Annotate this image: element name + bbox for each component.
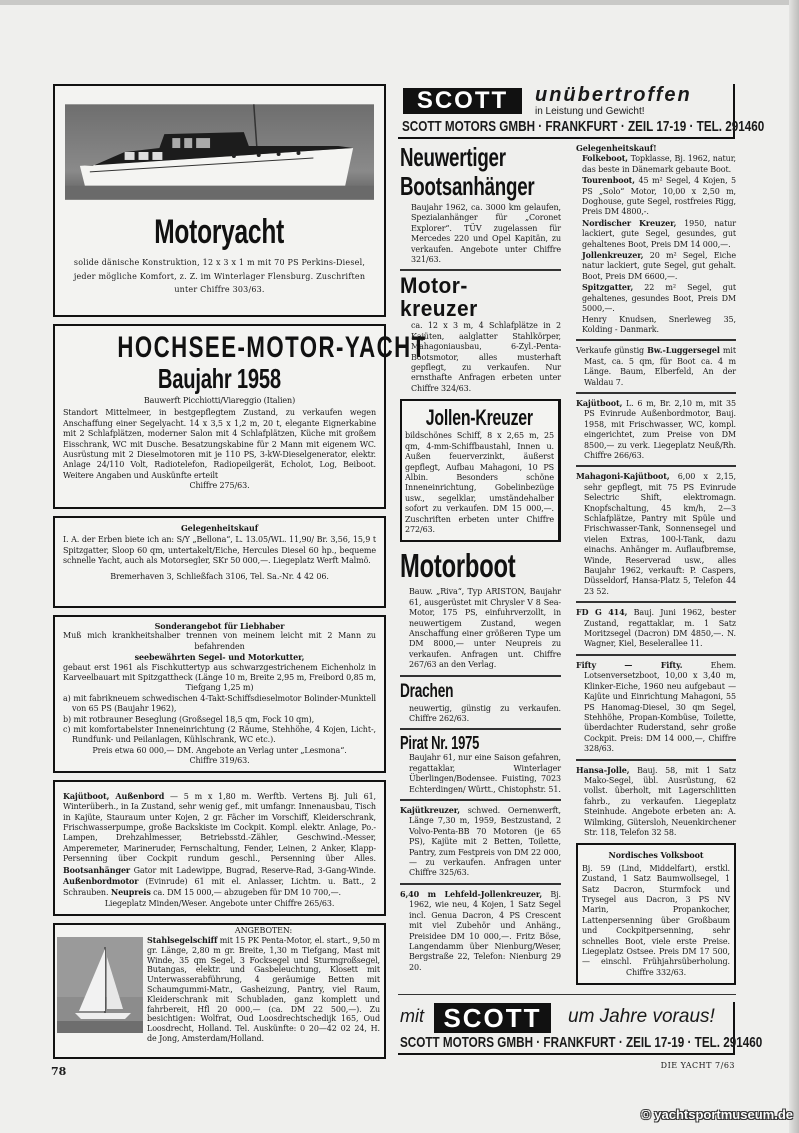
hochsee-builder: Bauwerft Picchiotti/Viareggio (Italien): [143, 396, 296, 405]
motoryacht-body: solide dänische Konstruktion, 12 x 3 x 1 m mit 70 PS Perkins-Diesel, jeder mögliche Komfort, z. Z. im Winterlager Flensburg. Zuschriften unter Chiffre 303/63.: [73, 258, 366, 295]
gelegenheitskauf-dk-title: Gelegenheitskauf!: [576, 143, 657, 153]
ad-kajuetkreuzer: [400, 805, 561, 879]
bootsanhaenger-lead: Bootsanhänger: [63, 864, 131, 875]
divider: [400, 269, 561, 271]
item-text: Topklasse, Bj. 1962, natur, das beste in Dänemark gebaute Boot.: [582, 154, 736, 174]
sonderangebot-bold-line: seebewährten Segel- und Motorkutter,: [134, 652, 305, 663]
scott-tagline: in Leistung und Gewicht!: [535, 106, 645, 117]
neupreis-lead: Neupreis: [110, 887, 151, 898]
neupreis-text: ca. DM 15 000,— abzugeben für DM 10 700,—.: [150, 888, 341, 898]
fdg-body: Bauj. Juni 1962, bester Zustand, regattaklar, m. 1 Satz Moritzsegel (Dacron) DM 4850,—. N. Wagner, Kiel, Beselerallee 11.: [584, 608, 736, 649]
scott-ad-top: [398, 84, 765, 139]
ad-hochsee-motor-yacht: [53, 324, 427, 509]
volksboot-body: Bj. 59 (Lind, Middelfart), erstkl. Zustand, 1 Satz Baumwollsegel, 1 Satz Dacron, Sturmfock und Trysegel aus Dacron, 3 PS NV Marin, Propankocher, Lattenpersenning über Großbaum und Cockpitpersenning, sehr schnelles Boot, viele erste Preise. Liegeplatz Ostsee. Preis DM 17 500,— einschl. Frühjahrsüberholung. Chiffre 332/63.: [582, 863, 730, 977]
hochsee-chiffre: Chiffre 275/63.: [189, 481, 250, 491]
ad-motoryacht: [53, 84, 386, 317]
item-text: 45 m² Segel, 4 Kojen, 5 PS „Solo“ Motor, 10,00 x 2,50 m, Doghouse, gute Segel, rostfreies Rigg, Preis DM 4800,-.: [582, 176, 736, 217]
divider: [576, 465, 736, 467]
scott-ad-bottom: [398, 1002, 763, 1055]
divider: [400, 728, 561, 730]
ad-drachen: [400, 681, 561, 725]
stahlsegelschiff-body: mit 15 PK Penta-Motor, el. start., 9,50 m gr. Länge, 2,80 m gr. Breite, 1,30 m Tiefgang, Mast mit Winde, 35 qm Segel, 3 Focksegel und Sturmgroßsegel, Butangas, elektr. und Gasbeleuchtung, Klosett mit Unterwasserabführung, 4 geräumige Betten mit Schaumgummi-Matr., Gasheizung, Pantry, viel Raum, Kleiderschrank mit Schubladen, ganz komplett und fahrbereit, Hfl 20 000,— (ca. DM 22 500,—). Zu besichtigen: Wolfrat, Oud Loosdrechtschedijk 165, Oud Loosdrecht, Holland. Tel. Auskünfte: 0 20—42 02 24, H. de Jong, Amsterdam/Holland.: [147, 935, 380, 1043]
fdg-lead: FD G 414,: [576, 607, 628, 618]
fifty-lead: Fifty — Fifty.: [576, 659, 683, 670]
sonderangebot-item-a: a) mit fabrikneuem schwedischen 4-Takt-Schiffsdieselmotor Bolinder-Munktell von 65 PS (Baujahr 1962),: [63, 693, 376, 714]
motorkreuzer-body: ca. 12 x 3 m, 4 Schlafplätze in 2 Kajüten, aalglatter Stahlkörper, Mahagoniausbau, 6-Zyl.-Penta-Bootsmotor, alles musterhaft gepflegt, zu verkaufen. Nur ernsthafte Anfragen erbeten unter Chiffre 324/63.: [411, 321, 561, 393]
item-lead: Tourenboot,: [582, 175, 635, 186]
watermark: © yachtsportmuseum.de: [641, 1107, 793, 1122]
kajuetboot-text: — 5 m x 1,80 m. Werftb. Vertens Bj. Juli 61, Winterüberh., in Ia Zustand, sehr wenig gef., mit umfangr. Innenausbau, Tisch in Kajüte, Stauraum unter Kojen, 2 gr. Fächer im Vorschiff, Kleiderschrank, Frischwasserpumpe, große Backskiste im Cockpit. Kompl. elektr. Anlage, Po.-Lampen, Drehzahlmesser, Betriebsstd.-Zähler, Geschwind.-Messer, Amperemeter, Marineruder, Fernschaltung, Fender, Leinen, 2 Anker, Klapp-Persenning über Cockpit rundum geschl., Persenning über Alles.: [63, 791, 376, 864]
bootsanhaenger-title-1: Neuwertiger: [400, 142, 506, 172]
bellona-title: Gelegenheitskauf: [180, 523, 259, 533]
divider: [576, 601, 736, 603]
ad-fd-g-414: [576, 607, 736, 650]
sonderangebot-price: Preis etwa 60 000,— DM. Angebote an Verlag unter „Lesmona“.: [92, 745, 347, 755]
bootsanhaenger-title-2: Bootsanhänger: [400, 171, 535, 201]
pirat-title: Pirat Nr. 1975: [400, 733, 480, 754]
stahlsegelschiff-title: ANGEBOTEN:: [234, 926, 293, 936]
bellona-body: I. A. der Erben biete ich an: S/Y „Bellona“, L. 13.05/WL. 11,90/ Br. 3,56, 15,9 t Spitzgatter, Sloop 60 qm, untertakelt/Eiche, Hercules Diesel 60 hp., bequeme schnelle Yacht, auch als Motorsegler, SKr 50 000,—. Liegeplatz Werft Malmö.: [63, 535, 376, 566]
scott-bottom-slogan: um Jahre voraus!: [568, 1006, 715, 1028]
item-lead: Nordischer Kreuzer,: [582, 217, 677, 228]
scott-slogan: unübertroffen: [535, 84, 692, 106]
scott-logo: SCOTT: [434, 1003, 551, 1033]
motorboot-title: Motorboot: [400, 547, 516, 585]
motorboot-body: Bauw. „Riva“, Typ ARISTON, Baujahr 61, ausgerüstet mit Chrysler V 8 Sea-Motor, 175 PS, einfuhrverzollt, in neuwertigem Zustand, wegen Anschaffung einer größeren Type um DM 8000,— unter Neupreis zu verkaufen. Anfragen unt. Chiffre 267/63 an den Verlag.: [409, 587, 561, 670]
publication-issue: DIE YACHT 7/63: [660, 1061, 735, 1071]
scott-bottom-pre: mit: [400, 1006, 424, 1027]
ad-bellona: [53, 516, 386, 608]
aussenbordmotor-text: (Evinrude) 61 mit el. Anlasser, Lichtm. u. Batt., 2 Schrauben.: [63, 876, 376, 898]
mahagoni-lead: Mahagoni-Kajütboot,: [576, 471, 670, 482]
ad-nordisches-volksboot: [576, 843, 736, 985]
item-text: 20 m² Segel, Eiche natur lackiert, gute Segel, gut gehalt. Boot, Preis DM 6600,—.: [582, 251, 736, 281]
divider: [400, 675, 561, 677]
jollenkreuzer-body: bildschönes Schiff, 8 x 2,65 m, 25 qm, 4-mm-Schiffbaustahl, Innen u. Außen feuerverzinkt, äußerst gepflegt, Aufbau Mahagoni, 10 PS Albin. Besonders schöne Inneneinrichtung, Gobelinbezüge usw., segelklar, umständehalber sofort zu verkaufen. DM 15 000,—. Zuschriften erbeten unter Chiffre 272/63.: [405, 431, 554, 534]
sonderangebot-item-c: c) mit komfortabelster Inneneinrichtung (2 Räume, Stehhöhe, 4 Kojen, Licht-, Rundfunk- und Peilanlagen, Kühlschrank, WC etc.).: [63, 725, 376, 745]
motoryacht-photo: [65, 104, 374, 200]
middle-column: [398, 143, 574, 973]
mahagoni-body: 6,00 x 2,15, sehr gepflegt, mit 75 PS Evinrude Selectric Shift, elektromagn. Knopfschaltung, 45 km/h, 2—3 Schlafplätze, Pantry mit Spüle und Frischwasser-Tank, Sonnensegel und vielen Extras, 100-l-Tank, dazu einachs. Anhänger m. Auflaufbremse, Winde, Reserverad usw., alles Baujahr 1962, verkauft: P. Caspers, Düsseldorf, Hansa-Platz 5, Telefon 44 23 52.: [584, 472, 736, 596]
luggersegel-body: mit Mast, ca. 5 qm, für Boot ca. 4 m Länge. Baum, Elberfeld, An der Waldau 7.: [584, 346, 736, 387]
bellona-contact: Bremerhaven 3, Schließfach 3106, Tel. Sa.-Nr. 4 42 06.: [110, 571, 329, 581]
divider: [576, 339, 736, 341]
lehfeld-lead: 6,40 m Lehfeld-Jollenkreuzer,: [400, 888, 543, 899]
divider: [576, 392, 736, 394]
divider: [400, 883, 561, 885]
ad-motorboot: [400, 547, 561, 670]
sailboat-photo: [57, 937, 143, 1033]
divider: [576, 654, 736, 656]
item-text: 22 m² Segel, gut gehaltenes, gesundes Boot, Preis DM 5000,—.: [582, 283, 736, 314]
ad-fifty-fifty: [576, 660, 736, 755]
hochsee-subtitle: Baujahr 1958: [158, 363, 281, 394]
bootsanhaenger-text: Gator mit Ladewippe, Bugrad, Reserve-Rad, 3-Gang-Winde.: [130, 865, 376, 875]
divider: [398, 994, 736, 995]
gelegenheitskauf-dk-contact: Henry Knudsen, Snerleweg 35, Kolding - Danmark.: [582, 314, 736, 334]
ad-kajuetboot-aussenbord: [53, 780, 386, 916]
stahlsegelschiff-lead: Stahlsegelschiff: [147, 934, 218, 945]
bootsanhaenger-body: Baujahr 1962, ca. 3000 km gelaufen, Spezialanhänger für „Coronet Explorer“. TÜV zugelassen für Mercedes 220 und Opel Kapitän, zu verkaufen. Angebote unter Chiffre 321/63.: [411, 203, 561, 265]
ad-kajuetboot-neuss: [576, 398, 736, 461]
hansa-body: Bauj. 58, mit 1 Satz Mako-Segel, übl. Ausrüstung, 62 vollst. überholt, mit Lagerschlitten fahrb., zu verkaufen. Liegeplatz Steinhude. Angebote erbeten an: A. Wilmking, Gütersloh, Neuenkirchener Str. 118, Telefon 32 58.: [584, 765, 736, 837]
luggersegel-pre: Verkaufe günstig: [576, 346, 648, 356]
kajuetkreuzer-lead: Kajütkreuzer,: [400, 805, 460, 816]
list-item: [582, 175, 736, 218]
list-item: [582, 282, 736, 314]
ad-bootsanhaenger: [400, 143, 561, 265]
ad-luggersegel: [576, 345, 736, 388]
hochsee-title: HOCHSEE-MOTOR-YACHT: [117, 331, 427, 364]
right-column: [574, 143, 736, 985]
aussenbordmotor-lead: Außenbordmotor: [63, 875, 139, 886]
motoryacht-title: Motoryacht: [154, 213, 285, 251]
sonderangebot-item-b: b) mit rotbrauner Beseglung (Großsegel 18,5 qm, Fock 10 qm),: [63, 714, 315, 724]
item-text: 1950, natur lackiert, gute Segel, gesundes, gut gehaltenes Boot, Preis DM 14 000,—.: [582, 218, 736, 249]
page-number: 78: [51, 1065, 67, 1079]
ad-jollenkreuzer: [400, 399, 561, 542]
item-lead: Folkeboot,: [582, 153, 628, 164]
hochsee-body: Standort Mittelmeer, in bestgepflegtem Zustand, zu verkaufen wegen Anschaffung einer Segelyacht. 14 x 3,5 x 1,2 m, 20 t, elegante Eignerkabine mit 2 Schlafplätzen, moderner Salon mit 4 Schlafplätzen, Küche mit großem Eisschrank, WC mit Dusche. Besatzungskabine für 2 Mann mit eigenem WC. Ausrüstung mit 2 Dieselmotoren mit je 110 PS, 3-kW-Dieselgenerator, elektr. Anlage 24/110 Volt, Radiotelefon, Radiopeilgerät, Echolot, Log, Beiboot. Weitere Angaben und Auskünfte erteilt: [63, 408, 376, 480]
list-item: [582, 218, 736, 250]
item-lead: Spitzgatter,: [582, 282, 634, 293]
page-binding-shadow: [789, 0, 799, 1133]
item-lead: Jollenkreuzer,: [582, 250, 644, 261]
scott-address: SCOTT MOTORS GMBH · FRANKFURT · ZEIL 17-19 · TEL. 291460: [402, 118, 765, 135]
ad-lehfeld: [400, 889, 561, 973]
hansa-lead: Hansa-Jolle,: [576, 764, 630, 775]
motorkreuzer-title-2: kreuzer: [400, 296, 478, 322]
divider: [576, 759, 736, 761]
ad-mahagoni-kajuetboot: [576, 471, 736, 597]
kajuetboot-chiffre: Liegeplatz Minden/Weser. Angebote unter Chiffre 265/63.: [104, 898, 335, 908]
scott-logo: SCOTT: [403, 88, 522, 114]
lehfeld-body: Bj. 1962, wie neu, 4 Kojen, 1 Satz Segel incl. Genua Dacron, 4 PS Crescent mit viel Zubehör und Anhäng., Preisidee DM 10 000,—. Fritz Böse, Langendamm über Nienburg/Weser, Bergstraße 22, Telefon: Nienburg 29 20.: [409, 889, 561, 972]
list-item: [582, 153, 736, 175]
sonderangebot-intro: Muß mich krankheitshalber trennen von meinem leicht mit 2 Mann zu befahrenden: [63, 631, 376, 651]
right-area: [398, 142, 763, 1071]
sonderangebot-chiffre: Chiffre 319/63.: [189, 756, 250, 766]
ad-stahlsegelschiff: [53, 923, 386, 1059]
kajuetboot-lead: Kajütboot, Außenbord: [63, 790, 165, 801]
jollenkreuzer-title: Jollen-Kreuzer: [425, 405, 534, 431]
kajuetboot-aussenbord-body: [63, 791, 376, 909]
kajuetkreuzer-body: schwed. Oernenwerft, Länge 7,30 m, 1959, Bestzustand, 2 Volvo-Penta-BB 70 Motoren (je 65 PS), Kajüte mit 2 Betten, Toilette, Pantry, zum Festpreis von DM 22 000,— zu verkaufen. Anfragen unter Chiffre 325/63.: [409, 806, 561, 878]
volksboot-title: Nordisches Volksboot: [608, 850, 704, 861]
ad-hansa-jolle: [576, 765, 736, 839]
fifty-body: Ehem. Lotsenversetzboot, 10,00 x 3,40 m, Klinker-Eiche, 1960 neu aufgebaut — Kajüte und Einrichtung Mahagoni, 55 PS Hanomag-Diesel, 30 qm Segel, Stehhöhe, Propan-Kombüse, Toilette, überdachter Ruderstand, sehr große Cockpit. Preis: DM 14 000,—, Chiffre 328/63.: [584, 660, 736, 754]
scott-address: SCOTT MOTORS GMBH · FRANKFURT · ZEIL 17-19 · TEL. 291460: [400, 1034, 763, 1052]
divider: [400, 799, 561, 801]
kajuetboot-neuss-body: L. 6 m, Br. 2,10 m, mit 35 PS Evinrude Außenbordmotor, Bauj. 1958, mit Frischwasser, WC, kompl. eingerichtet, zum Preise von DM 8500,— zu verk. Liegeplatz Neuß/Rh. Chiffre 266/63.: [584, 398, 736, 460]
ad-sonderangebot: [53, 615, 386, 773]
sonderangebot-title: Sonderangebot für Liebhaber: [154, 621, 285, 631]
ad-gelegenheitskauf-danmark: [576, 143, 736, 335]
luggersegel-lead: Bw.-Luggersegel: [647, 345, 720, 356]
ad-pirat: [400, 734, 561, 795]
drachen-title: Drachen: [400, 680, 454, 702]
ad-motorkreuzer: [400, 275, 561, 394]
pirat-body: Baujahr 61, nur eine Saison gefahren, regattaklar, Winterlager Überlingen/Bodensee. Fuisting, 7023 Echterdingen/ Württ., Chistophstr. 51.: [409, 753, 561, 794]
kajuetboot-neuss-lead: Kajütboot,: [576, 397, 623, 408]
list-item: [582, 250, 736, 282]
sonderangebot-body: gebaut erst 1961 als Fischkuttertyp aus schwarzgestrichenem Eichenholz in Karveelbauart mit Spitzgattheck (Länge 10 m, Breite 2,95 m, Freibord 0,85 m, Tiefgang 1,25 m): [63, 662, 376, 693]
motorkreuzer-title-1: Motor-: [400, 273, 468, 299]
page-top-edge: [0, 0, 799, 5]
drachen-body: neuwertig, günstig zu verkaufen. Chiffre 262/63.: [409, 703, 561, 723]
